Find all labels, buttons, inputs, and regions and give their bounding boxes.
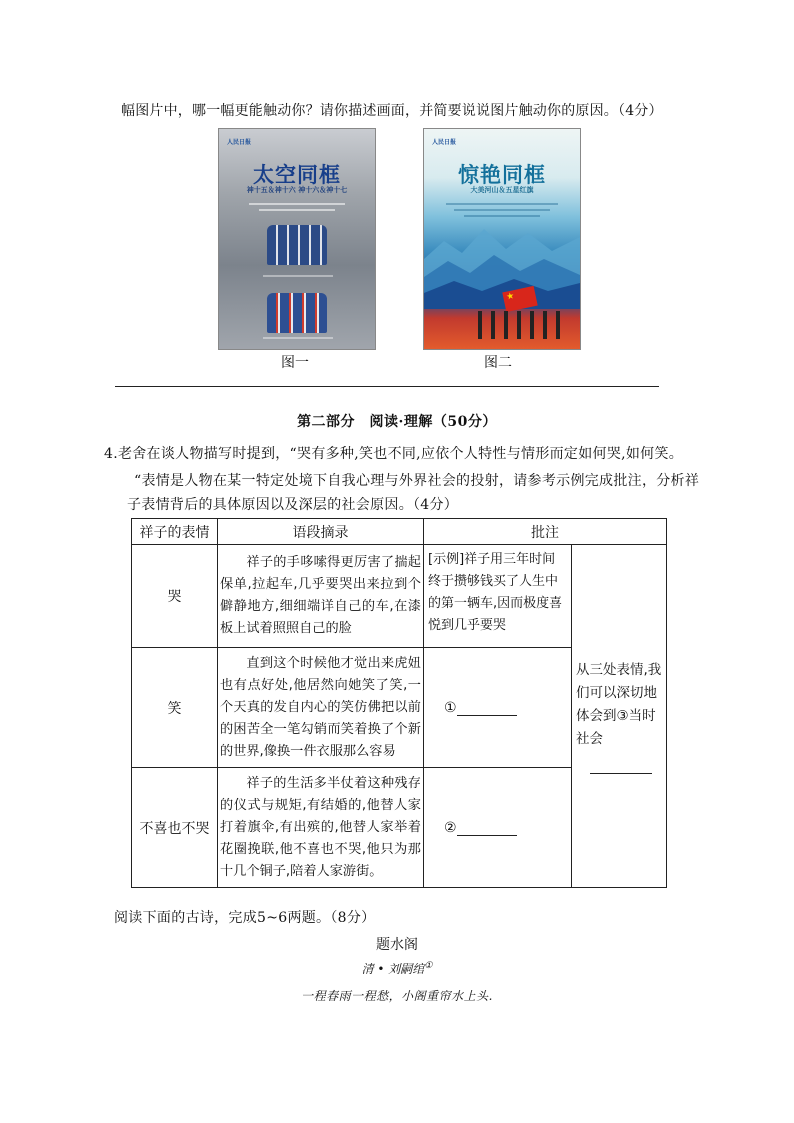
- annotation-answer-cell: [424, 648, 572, 768]
- poster-text-line: [259, 209, 335, 211]
- poster-text-line: [446, 203, 558, 205]
- question-4-line: “表情是人物在某一特定处境下自我心理与外界社会的投射，请参考示例完成批注，分析祥: [134, 473, 700, 489]
- astronaut-group-image: [267, 225, 327, 265]
- honor-guard-silhouette: [478, 311, 560, 339]
- annotation-table: [131, 518, 667, 888]
- figure-caption: 图一: [281, 355, 309, 371]
- figure-caption: 图二: [484, 355, 512, 371]
- answer-number: ①: [444, 699, 457, 716]
- poster-logo: 人民日报: [432, 139, 457, 146]
- section-divider: [115, 386, 659, 387]
- summary-cell: [572, 545, 667, 888]
- answer-blank-1[interactable]: [457, 701, 517, 716]
- header-excerpt: 语段摘录: [218, 519, 424, 545]
- poster-title: 太空同框: [253, 163, 341, 187]
- header-expression: 祥子的表情: [132, 519, 218, 545]
- annotation-answer-cell: [424, 768, 572, 888]
- question-4-line: 4.老舍在谈人物描写时提到，“哭有多种,笑也不同,应依个人特性与情形而定如何哭,如何笑。: [104, 446, 684, 462]
- poster-logo: 人民日报: [227, 139, 252, 146]
- summary-text: 从三处表情,我们可以深切地体会到③当时社会: [576, 661, 662, 747]
- poster-title: 惊艳同框: [458, 163, 546, 187]
- excerpt-cell: 直到这个时候他才觉出来虎妞也有点好处,他居然向她笑了笑,一个天真的发自内心的笑仿佛把以前的困苦全一笔勾销而笑着换了个新的世界,像换一件衣服那么容易: [218, 648, 424, 768]
- poster-text-line: [263, 337, 333, 339]
- example-annotation: [示例]祥子用三年时间终于攒够钱买了人生中的第一辆车,因而极度喜悦到几乎要哭: [424, 545, 572, 648]
- expression-cell: 笑: [132, 648, 218, 768]
- poster-text-line: [464, 215, 540, 217]
- star-icon: ★: [505, 291, 516, 303]
- poem-author-name: 清 • 刘嗣绾: [361, 962, 425, 976]
- poem-line: 一程春雨一程愁，小阁重帘水上头.: [301, 989, 493, 1003]
- poster-text-line: [454, 209, 550, 211]
- answer-blank-2[interactable]: [457, 821, 517, 836]
- poster-space-image: [218, 128, 376, 350]
- excerpt-cell: 祥子的生活多半仗着这种残存的仪式与规矩,有结婚的,他替人家打着旗伞,有出殡的,他替人家举着花圈挽联,他不喜也不哭,他只为那十几个铜子,陪着人家游街。: [218, 768, 424, 888]
- reading-instructions: 阅读下面的古诗，完成5~6两题。（8分）: [114, 910, 376, 926]
- expression-cell: 哭: [132, 545, 218, 648]
- question-4-line: 子表情背后的具体原因以及深层的社会原因。（4分）: [127, 497, 459, 513]
- astronaut-group-image: [267, 293, 327, 333]
- footnote-marker: ①: [424, 961, 433, 971]
- header-annotation: 批注: [424, 519, 667, 545]
- poster-text-line: [263, 275, 333, 277]
- poem-author: [0, 960, 794, 977]
- poster-subtitle: 大美河山＆五星红旗: [470, 185, 534, 194]
- excerpt-cell: 祥子的手哆嗦得更厉害了揣起保单,拉起车,几乎要哭出来拉到个僻静地方,细细端详自己的车,在漆板上试着照照自己的脸: [218, 545, 424, 648]
- poem-title: 题水阁: [376, 937, 418, 953]
- poster-subtitle: 神十五＆神十六 神十六＆神十七: [246, 185, 348, 194]
- answer-number: ②: [444, 819, 457, 836]
- expression-cell: 不喜也不哭: [132, 768, 218, 888]
- section-title: 第二部分 阅读·理解（50分）: [297, 414, 497, 430]
- poster-landscape-image: [423, 128, 581, 350]
- answer-blank-3[interactable]: [590, 761, 652, 774]
- question-3-prompt: 幅图片中，哪一幅更能触动你？请你描述画面，并简要说说图片触动你的原因。（4分）: [121, 103, 663, 119]
- poster-text-line: [249, 203, 345, 205]
